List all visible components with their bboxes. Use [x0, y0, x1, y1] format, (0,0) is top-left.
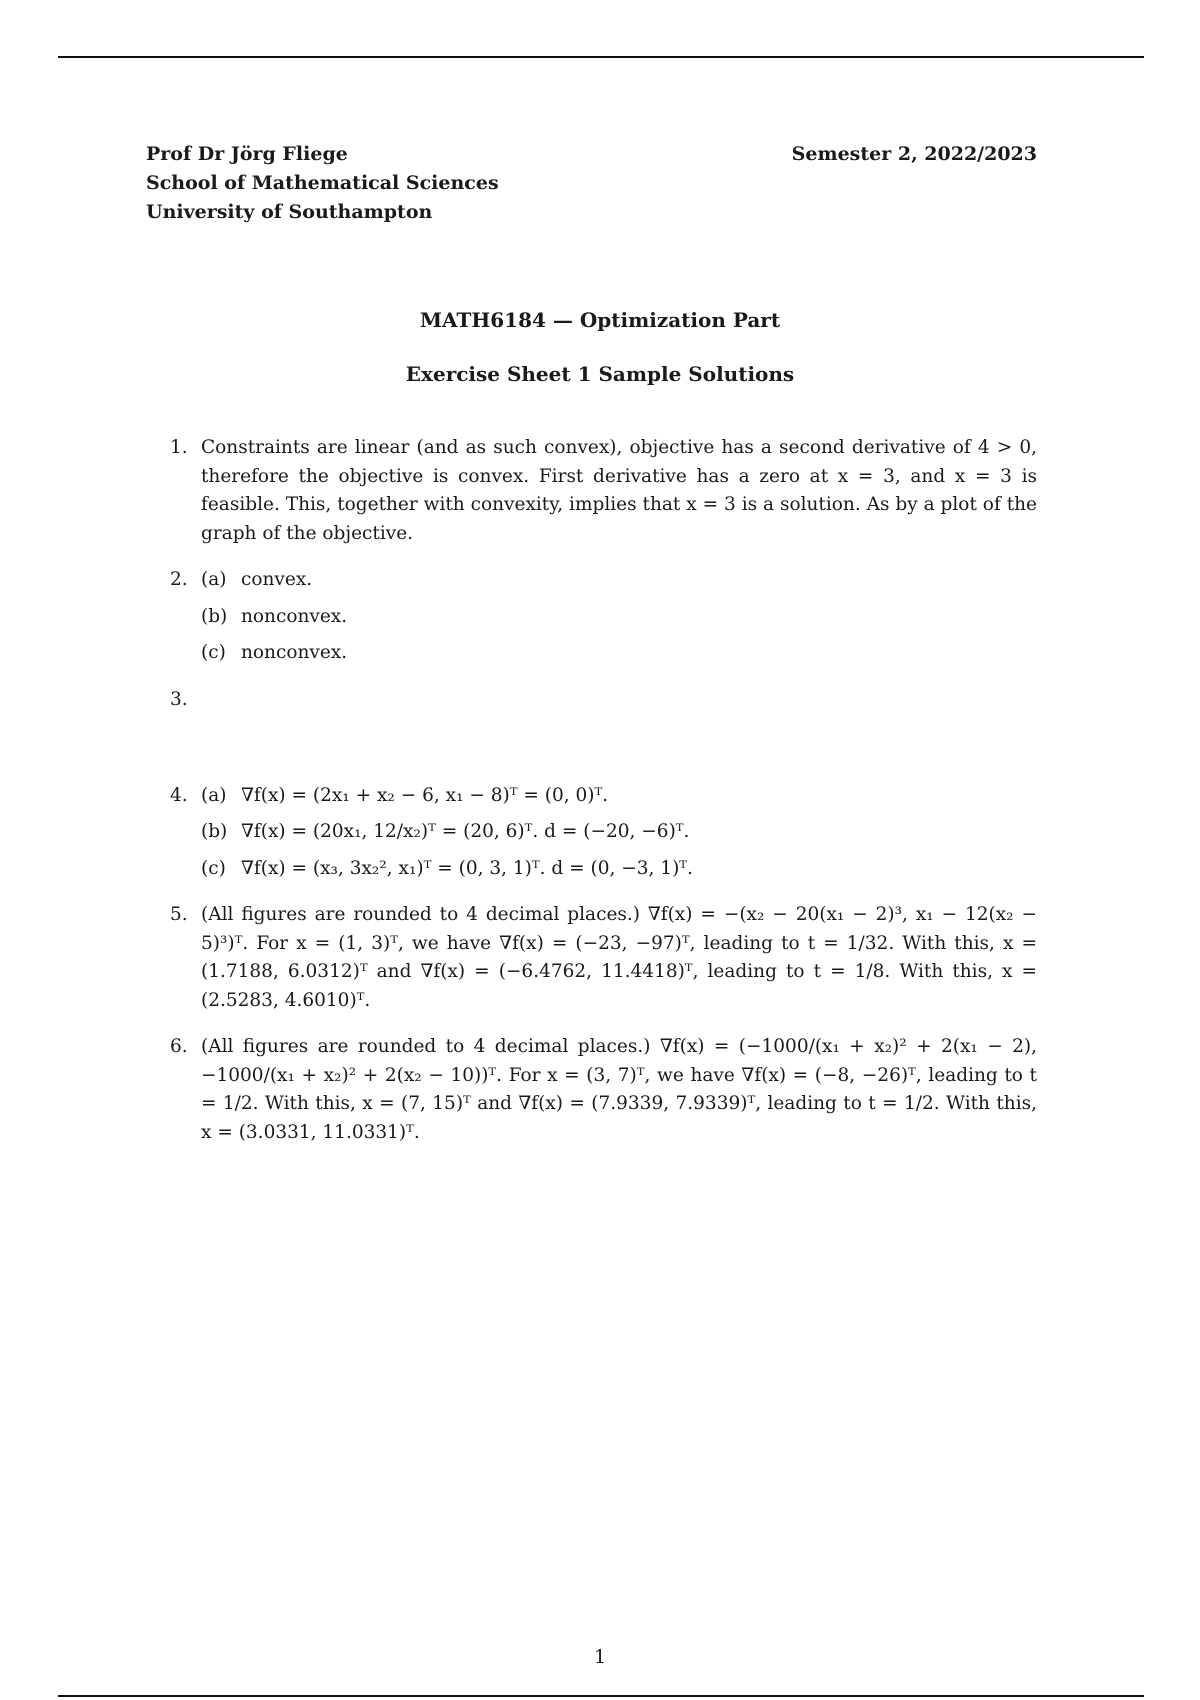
sub-part-text: ∇f(x) = (x₃, 3x₂², x₁)ᵀ = (0, 3, 1)ᵀ. d = (0, −3, 1)ᵀ.: [241, 857, 693, 879]
sub-part-text: ∇f(x) = (2x₁ + x₂ − 6, x₁ − 8)ᵀ = (0, 0)ᵀ.: [241, 784, 609, 806]
solution-text: (All figures are rounded to 4 decimal places.) ∇f(x) = −(x₂ − 20(x₁ − 2)³, x₁ − 12(x₂ − 5)³)ᵀ. For x = (1, 3)ᵀ, we have ∇f(x) = (−23, −97)ᵀ, leading to t = 1/32. With this, x = (1.7188, 6.0312)ᵀ and ∇f(x) = (−6.4762, 11.4418)ᵀ, leading to t = 1/8. With this, x = (2.5283, 4.6010)ᵀ.: [201, 904, 1037, 1011]
semester: Semester 2, 2022/2023: [791, 143, 1037, 165]
sub-part-text: convex.: [241, 569, 313, 590]
solution-6: [146, 1033, 1037, 1147]
sub-part-text: ∇f(x) = (20x₁, 12/x₂)ᵀ = (20, 6)ᵀ. d = (−20, −6)ᵀ.: [241, 821, 690, 842]
page-number: 1: [593, 1646, 607, 1668]
sub-part: [201, 603, 1037, 632]
solution-2: [146, 566, 1037, 668]
solution-number: 2.: [170, 569, 188, 590]
solution-number: 6.: [170, 1036, 188, 1057]
course-title: MATH6184 — Optimization Part: [419, 308, 781, 332]
semester-block: [792, 140, 1037, 169]
solution-5: [146, 901, 1037, 1015]
solution-text: Constraints are linear (and as such convex), objective has a second derivative of 4 > 0, therefore the objective is convex. First derivative has a zero at x = 3, and x = 3 is feasible. This, together with convexity, implies that x = 3 is a solution. As by a plot of the graph of the objective.: [201, 437, 1037, 544]
university-name: University of Southampton: [146, 201, 433, 223]
sub-part-text: nonconvex.: [241, 642, 348, 663]
sub-part-label: (b): [201, 605, 228, 627]
sub-part-label: (a): [201, 784, 227, 806]
sub-part: [201, 855, 1037, 884]
solution-text: (All figures are rounded to 4 decimal places.) ∇f(x) = (−1000/(x₁ + x₂)² + 2(x₁ − 2), −1000/(x₁ + x₂)² + 2(x₂ − 10))ᵀ. For x = (3, 7)ᵀ, we have ∇f(x) = (−8, −26)ᵀ, leading to t = 1/2. With this, x = (7, 15)ᵀ and ∇f(x) = (7.9339, 7.9339)ᵀ, leading to t = 1/2. With this, x = (3.0331, 11.0331)ᵀ.: [201, 1036, 1037, 1143]
solution-4: [146, 782, 1037, 884]
solution-number: 3.: [170, 688, 188, 710]
sub-part: [201, 566, 1037, 595]
bottom-rule: [58, 1695, 1144, 1697]
sheet-title: Exercise Sheet 1 Sample Solutions: [405, 362, 795, 386]
school-name: School of Mathematical Sciences: [146, 172, 499, 194]
sub-part-label: (c): [201, 642, 226, 663]
author-block: [146, 140, 499, 227]
author-name: Prof Dr Jörg Fliege: [146, 143, 348, 165]
sub-part: [201, 639, 1037, 668]
sub-part-text: nonconvex.: [241, 605, 348, 627]
sub-part-label: (a): [201, 569, 227, 590]
solution-1: [146, 434, 1037, 548]
solution-number: 5.: [170, 904, 188, 925]
sub-part-label: (c): [201, 857, 226, 879]
top-rule: [58, 56, 1144, 58]
sub-part-label: (b): [201, 821, 228, 842]
sub-part: [201, 818, 1037, 847]
solution-3: [146, 686, 1037, 746]
solution-number: 4.: [170, 784, 188, 806]
solution-number: 1.: [170, 437, 188, 458]
solutions-list: [146, 434, 1037, 1165]
sub-part: [201, 782, 1037, 811]
